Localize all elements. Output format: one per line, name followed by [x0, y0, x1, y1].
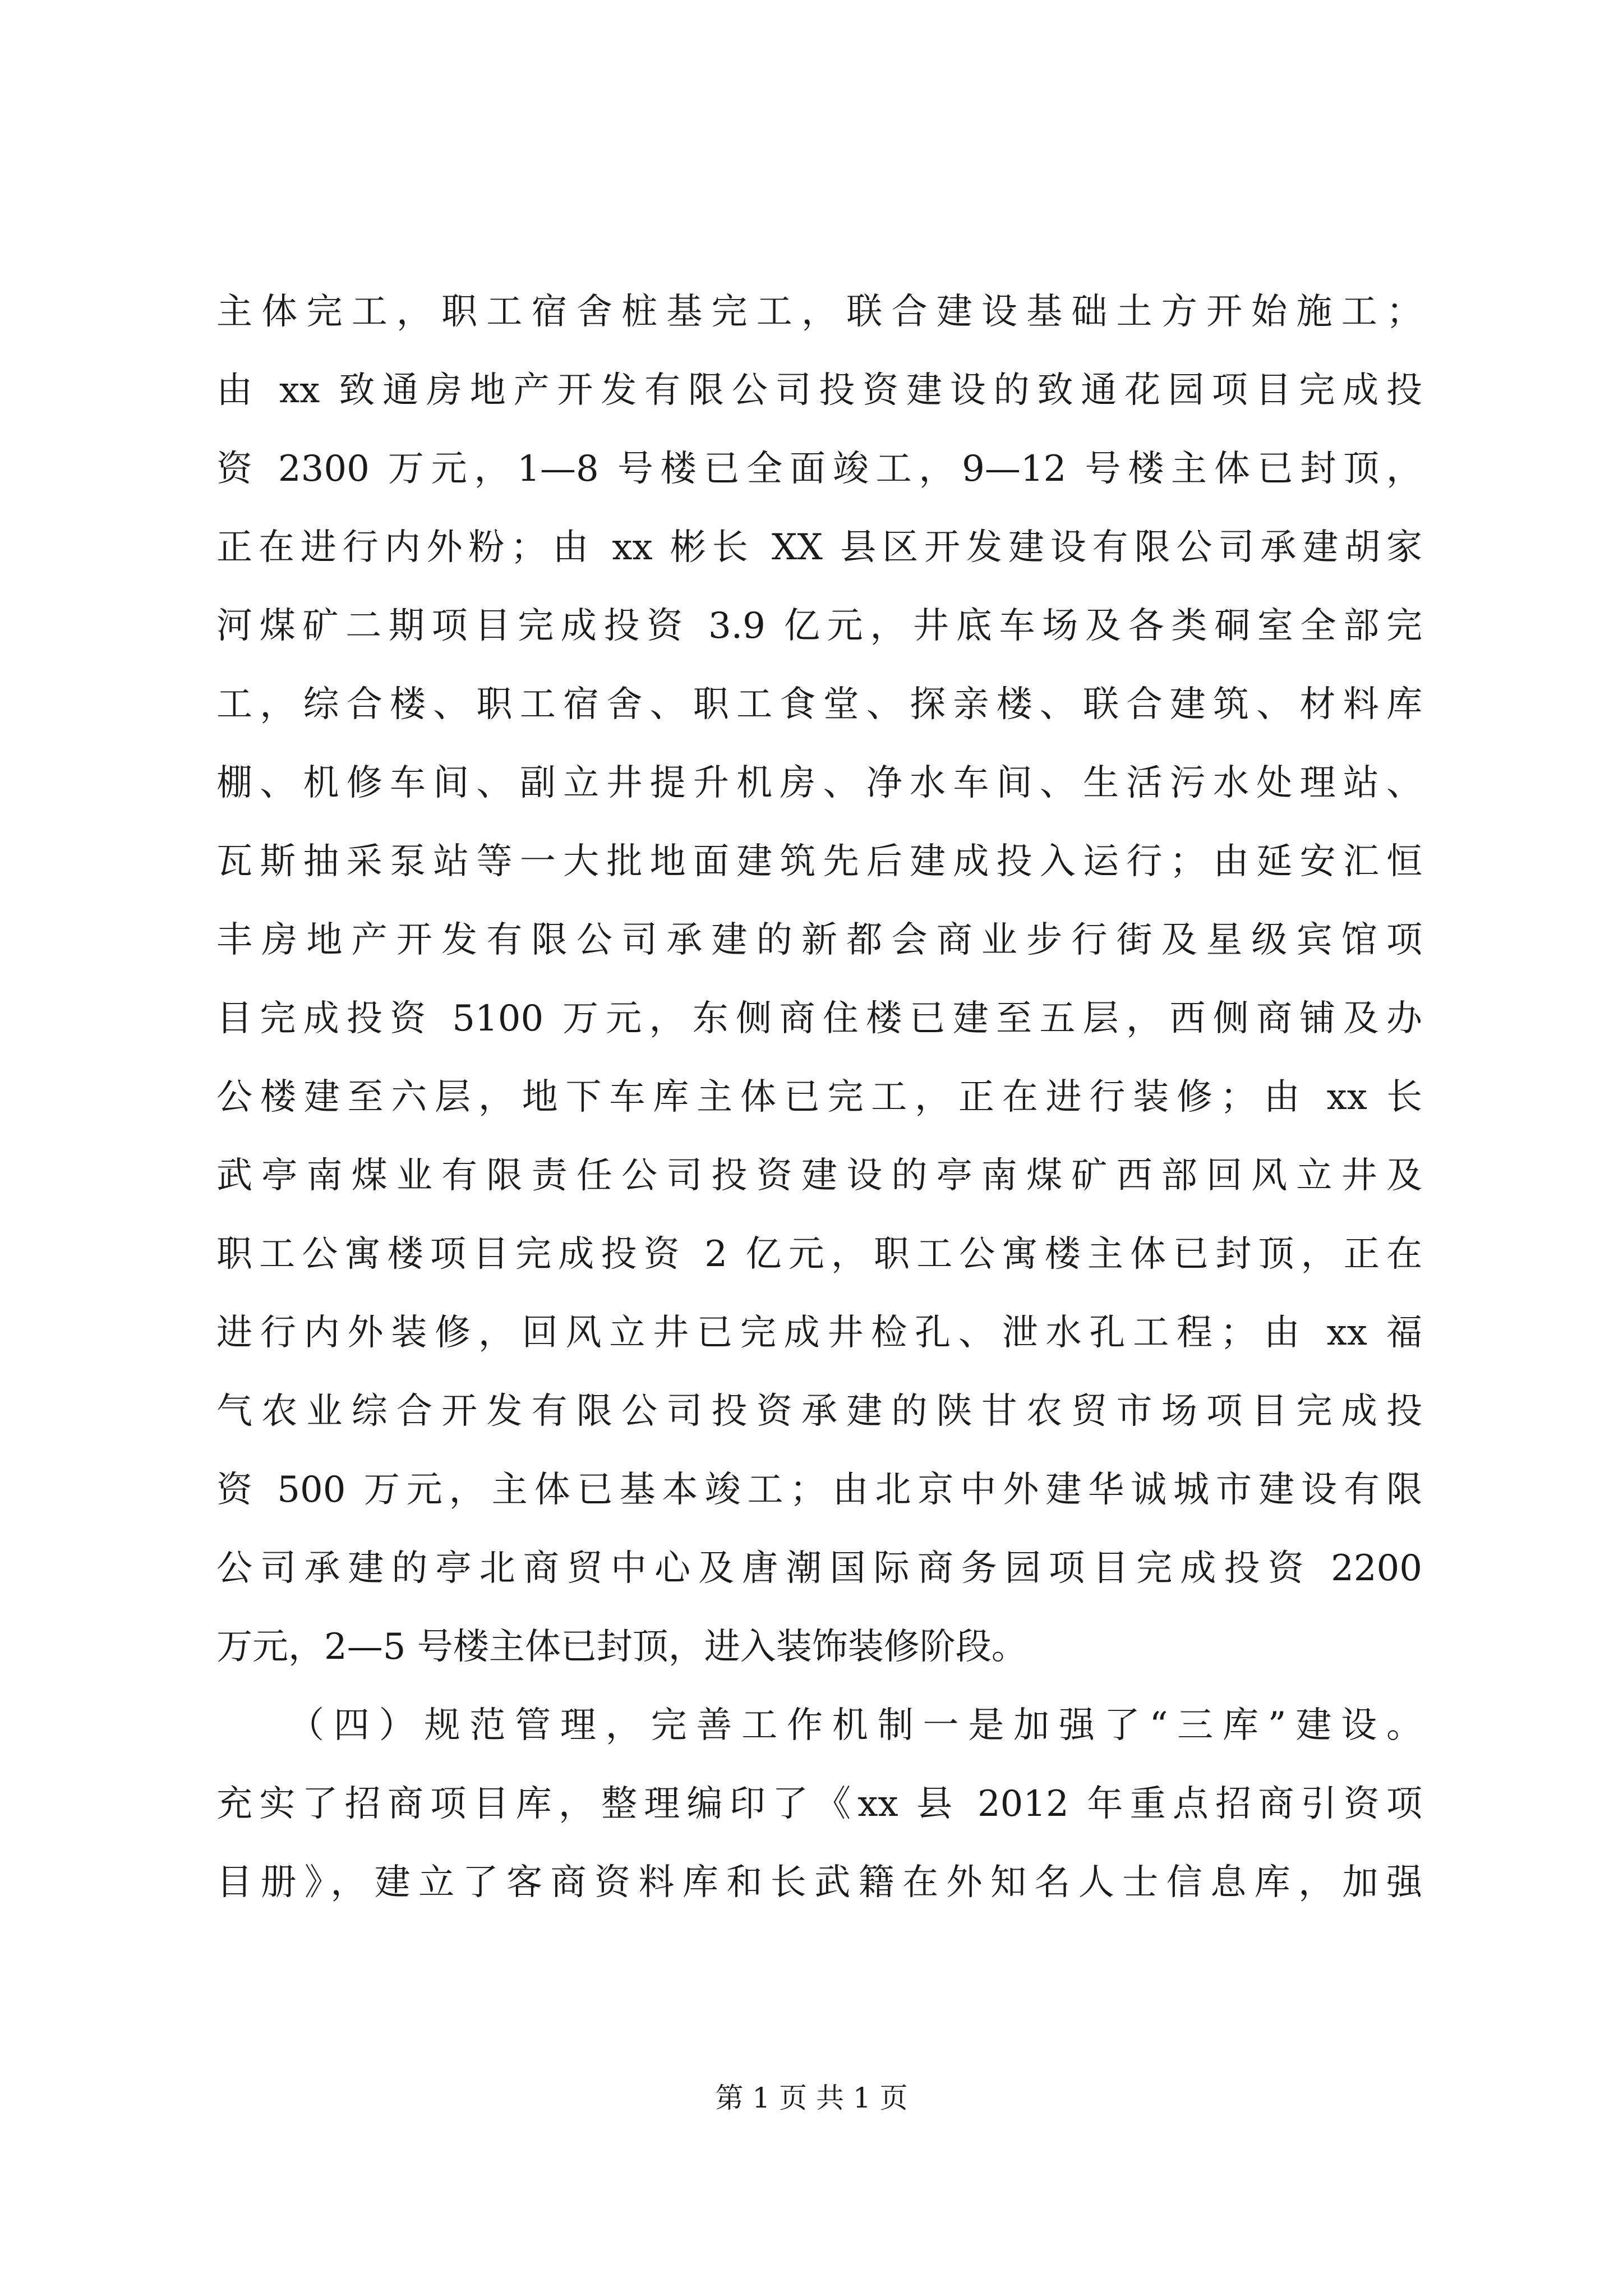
page-footer: 第 1 页 共 1 页 [715, 2082, 908, 2114]
text-line: 工，综合楼、职工宿舍、职工食堂、探亲楼、联合建筑、材料库 [216, 684, 1422, 725]
text-line: 武亭南煤业有限责任公司投资建设的亭南煤矿西部回风立井及 [216, 1155, 1422, 1197]
text-line: 主体完工，职工宿舍桩基完工，联合建设基础土方开始施工； [216, 291, 1422, 333]
text-line: 资 2300 万元，1—8 号楼已全面竣工，9—12 号楼主体已封顶， [216, 448, 1422, 490]
text-line: 目册》，建立了客商资料库和长武籍在外知名人士信息库，加强 [216, 1862, 1422, 1903]
body-text [216, 273, 1422, 1922]
text-line: 瓦斯抽采泵站等一大批地面建筑先后建成投入运行；由延安汇恒 [216, 841, 1422, 882]
text-line: 充实了招商项目库，整理编印了《xx 县 2012 年重点招商引资项 [216, 1783, 1422, 1825]
text-line: 气农业综合开发有限公司投资承建的陕甘农贸市场项目完成投 [216, 1391, 1422, 1432]
text-line: 正在进行内外粉；由 xx 彬长 XX 县区开发建设有限公司承建胡家 [216, 527, 1422, 568]
text-line: 职工公寓楼项目完成投资 2 亿元，职工公寓楼主体已封顶，正在 [216, 1234, 1422, 1275]
text-line: 丰房地产开发有限公司承建的新都会商业步行街及星级宾馆项 [216, 919, 1422, 961]
text-line: 公司承建的亭北商贸中心及唐潮国际商务园项目完成投资 2200 [216, 1548, 1422, 1589]
text-line: 由 xx 致通房地产开发有限公司投资建设的致通花园项目完成投 [216, 370, 1422, 411]
text-line: 河煤矿二期项目完成投资 3.9 亿元，井底车场及各类硐室全部完 [216, 605, 1422, 647]
text-line: 资 500 万元，主体已基本竣工；由北京中外建华诚城市建设有限 [216, 1469, 1422, 1511]
paragraph-heading-line: （四）规范管理，完善工作机制一是加强了“三库”建设。 [288, 1705, 1422, 1746]
text-line: 棚、机修车间、副立井提升机房、净水车间、生活污水处理站、 [216, 762, 1422, 804]
text-line: 公楼建至六层，地下车库主体已完工，正在进行装修；由 xx 长 [216, 1076, 1422, 1118]
text-line: 目完成投资 5100 万元，东侧商住楼已建至五层，西侧商铺及办 [216, 998, 1422, 1039]
text-line: 万元，2—5 号楼主体已封顶，进入装饰装修阶段。 [216, 1626, 1027, 1668]
text-line: 进行内外装修，回风立井已完成井检孔、泄水孔工程；由 xx 福 [216, 1312, 1422, 1354]
